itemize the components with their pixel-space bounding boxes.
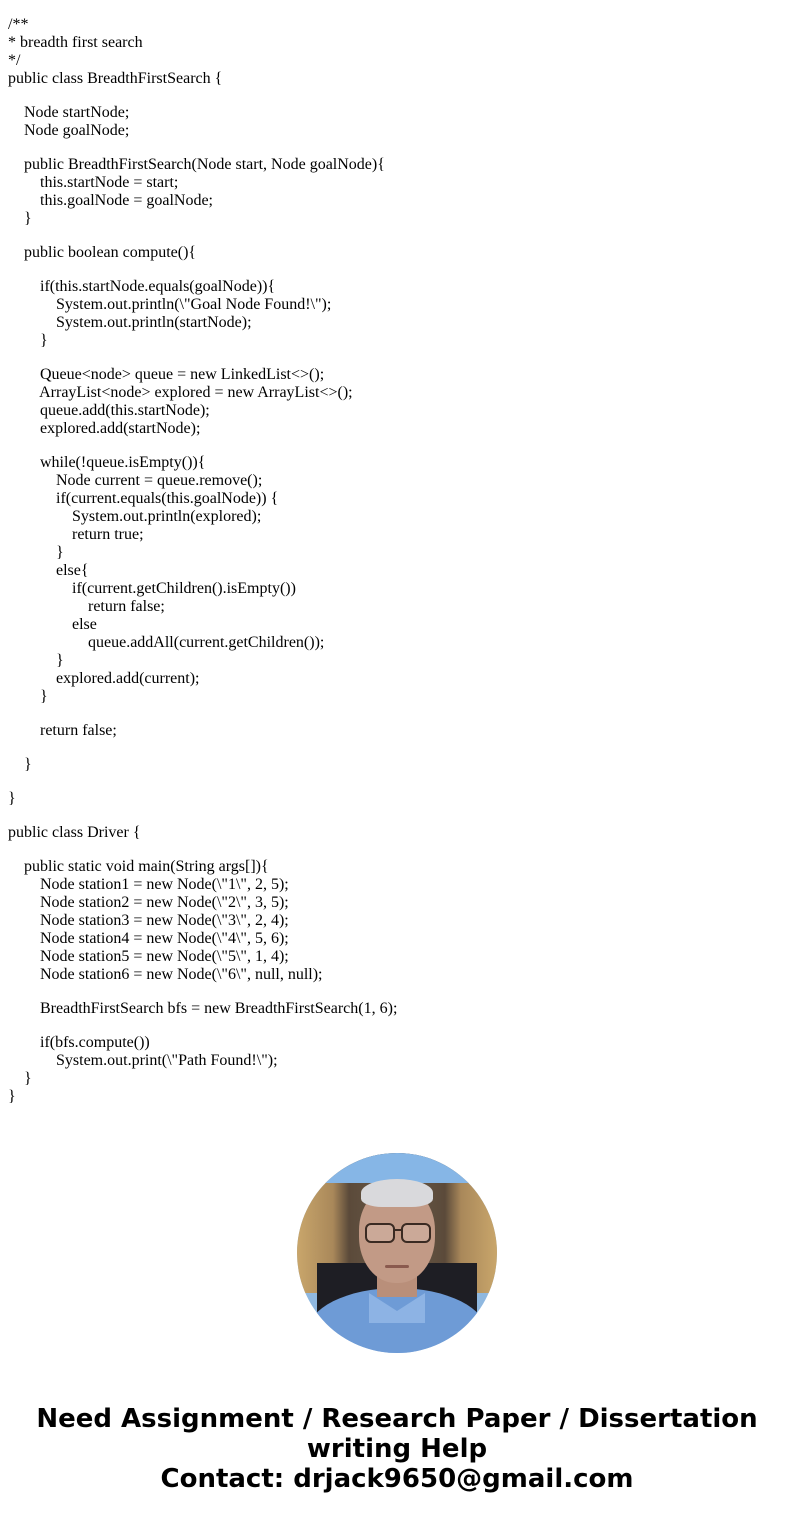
code-line: Queue<node> queue = new LinkedList<>();: [8, 366, 325, 383]
code-line: [8, 140, 397, 156]
promo-banner: [0, 1404, 794, 1494]
code-line: public boolean compute(){: [8, 244, 197, 261]
code-line: ArrayList<node> explored = new ArrayList<>();: [8, 384, 353, 401]
code-line: [8, 740, 397, 756]
code-line: public class BreadthFirstSearch {: [8, 70, 223, 87]
code-line: Node current = queue.remove();: [8, 472, 263, 489]
code-line: [8, 842, 397, 858]
code-line: Node goalNode;: [8, 122, 130, 139]
code-line: return true;: [8, 526, 144, 543]
code-line: [8, 808, 397, 824]
code-line: Node station1 = new Node(\"1\", 2, 5);: [8, 876, 289, 893]
code-line: [8, 438, 397, 454]
code-line: * breadth first search: [8, 34, 143, 51]
code-line: Node station4 = new Node(\"4\", 5, 6);: [8, 930, 289, 947]
code-line: this.startNode = start;: [8, 174, 179, 191]
code-line: BreadthFirstSearch bfs = new BreadthFirstSearch(1, 6);: [8, 1000, 398, 1017]
avatar-mouth: [385, 1265, 409, 1268]
author-avatar: [297, 1153, 497, 1353]
code-line: [8, 228, 397, 244]
code-line: else: [8, 616, 97, 633]
promo-line-3: Contact: drjack9650@gmail.com: [160, 1464, 634, 1494]
code-line: }: [8, 652, 64, 669]
code-line: queue.addAll(current.getChildren());: [8, 634, 325, 651]
code-line: System.out.print(\"Path Found!\");: [8, 1052, 278, 1069]
code-line: }: [8, 544, 64, 561]
code-line: }: [8, 790, 16, 807]
code-line: return false;: [8, 722, 117, 739]
avatar-glasses-left: [365, 1223, 395, 1243]
code-line: }: [8, 688, 48, 705]
code-line: explored.add(startNode);: [8, 420, 201, 437]
avatar-glasses-right: [401, 1223, 431, 1243]
code-line: public BreadthFirstSearch(Node start, Node goalNode){: [8, 156, 385, 173]
code-line: if(current.getChildren().isEmpty()): [8, 580, 296, 597]
code-line: if(current.equals(this.goalNode)) {: [8, 490, 279, 507]
code-line: Node startNode;: [8, 104, 130, 121]
code-line: if(bfs.compute()): [8, 1034, 150, 1051]
code-line: else{: [8, 562, 89, 579]
code-line: System.out.println(\"Goal Node Found!\");: [8, 296, 332, 313]
code-line: public class Driver {: [8, 824, 141, 841]
code-line: Node station6 = new Node(\"6\", null, null);: [8, 966, 323, 983]
code-line: if(this.startNode.equals(goalNode)){: [8, 278, 276, 295]
code-line: explored.add(current);: [8, 670, 200, 687]
code-line: }: [8, 1070, 32, 1087]
code-line: queue.add(this.startNode);: [8, 402, 210, 419]
code-line: [8, 350, 397, 366]
code-line: }: [8, 210, 32, 227]
code-line: }: [8, 1088, 16, 1105]
code-line: }: [8, 332, 48, 349]
code-line: Node station3 = new Node(\"3\", 2, 4);: [8, 912, 289, 929]
promo-line-2: writing Help: [306, 1434, 488, 1464]
code-line: /**: [8, 16, 29, 33]
code-line: [8, 984, 397, 1000]
code-line: Node station5 = new Node(\"5\", 1, 4);: [8, 948, 289, 965]
code-line: System.out.println(startNode);: [8, 314, 252, 331]
code-line: [8, 88, 397, 104]
code-line: System.out.println(explored);: [8, 508, 262, 525]
code-line: */: [8, 52, 21, 69]
code-line: [8, 262, 397, 278]
code-line: [8, 706, 397, 722]
code-line: return false;: [8, 598, 165, 615]
code-line: [8, 1018, 397, 1034]
promo-line-1: Need Assignment / Research Paper / Dissertation: [36, 1404, 758, 1434]
code-line: Node station2 = new Node(\"2\", 3, 5);: [8, 894, 289, 911]
avatar-hair: [361, 1179, 433, 1207]
avatar-glasses-bridge: [393, 1229, 403, 1231]
code-line: public static void main(String args[]){: [8, 858, 269, 875]
code-line: this.goalNode = goalNode;: [8, 192, 213, 209]
code-line: }: [8, 756, 32, 773]
code-listing: [8, 16, 397, 1106]
code-line: while(!queue.isEmpty()){: [8, 454, 206, 471]
code-line: [8, 774, 397, 790]
